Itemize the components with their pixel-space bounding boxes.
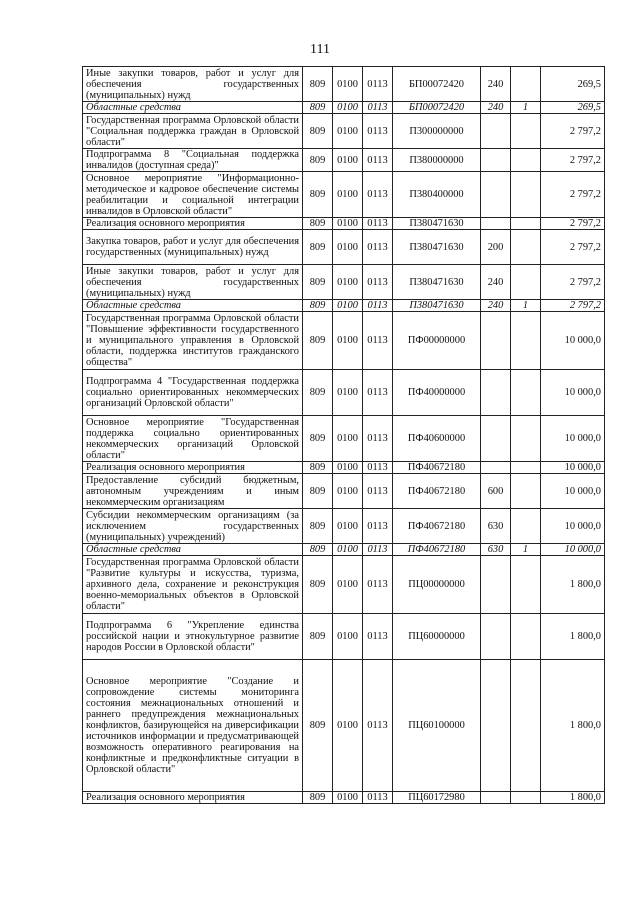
row-ministry-code: 809: [303, 370, 333, 416]
row-section-code: 0100: [333, 265, 363, 300]
row-ministry-code: 809: [303, 509, 333, 544]
row-name: Областные средства: [83, 102, 303, 114]
row-subsection-code: 0113: [363, 509, 393, 544]
row-name: Государственная программа Орловской области "Развитие культуры и искусства, туризма, архивного дела, сохранение и реконструкция военно-мемориальных объектов в Орловской области": [83, 556, 303, 614]
table-row: [83, 265, 605, 300]
row-funding-source: [511, 370, 541, 416]
table-row: [83, 102, 605, 114]
row-target-code: П380400000: [393, 172, 481, 218]
row-name: Реализация основного мероприятия: [83, 218, 303, 230]
row-section-code: 0100: [333, 114, 363, 149]
row-funding-source: [511, 149, 541, 172]
row-amount: 2 797,2: [541, 114, 605, 149]
row-ministry-code: 809: [303, 312, 333, 370]
row-funding-source: [511, 218, 541, 230]
row-subsection-code: 0113: [363, 300, 393, 312]
row-subsection-code: 0113: [363, 172, 393, 218]
row-section-code: 0100: [333, 544, 363, 556]
row-section-code: 0100: [333, 67, 363, 102]
row-expense-type: [481, 312, 511, 370]
table-row: [83, 462, 605, 474]
row-expense-type: 600: [481, 474, 511, 509]
table-row: [83, 614, 605, 660]
row-target-code: БП00072420: [393, 67, 481, 102]
row-subsection-code: 0113: [363, 556, 393, 614]
row-funding-source: [511, 474, 541, 509]
row-target-code: П380471630: [393, 265, 481, 300]
row-amount: 1 800,0: [541, 660, 605, 792]
table-row: [83, 230, 605, 265]
row-ministry-code: 809: [303, 172, 333, 218]
row-amount: 10 000,0: [541, 370, 605, 416]
row-amount: 10 000,0: [541, 509, 605, 544]
row-funding-source: [511, 509, 541, 544]
row-name: Подпрограмма 4 "Государственная поддержка социально ориентированных некоммерческих организаций Орловской области": [83, 370, 303, 416]
table-row: [83, 149, 605, 172]
row-name: Подпрограмма 8 "Социальная поддержка инвалидов (доступная среда)": [83, 149, 303, 172]
row-expense-type: [481, 218, 511, 230]
row-target-code: ПФ40672180: [393, 509, 481, 544]
row-ministry-code: 809: [303, 230, 333, 265]
row-name: Иные закупки товаров, работ и услуг для обеспечения государственных (муниципальных) нужд: [83, 265, 303, 300]
row-section-code: 0100: [333, 300, 363, 312]
row-subsection-code: 0113: [363, 312, 393, 370]
page-number: 111: [310, 42, 330, 57]
row-name: Подпрограмма 6 "Укрепление единства российской нации и этнокультурное развитие народов России в Орловской области": [83, 614, 303, 660]
row-expense-type: [481, 614, 511, 660]
row-funding-source: [511, 614, 541, 660]
row-section-code: 0100: [333, 149, 363, 172]
row-funding-source: [511, 660, 541, 792]
row-ministry-code: 809: [303, 544, 333, 556]
row-subsection-code: 0113: [363, 544, 393, 556]
row-ministry-code: 809: [303, 614, 333, 660]
row-section-code: 0100: [333, 218, 363, 230]
row-section-code: 0100: [333, 416, 363, 462]
row-ministry-code: 809: [303, 114, 333, 149]
row-funding-source: 1: [511, 102, 541, 114]
table-row: [83, 172, 605, 218]
row-subsection-code: 0113: [363, 102, 393, 114]
row-expense-type: 240: [481, 300, 511, 312]
row-target-code: П380000000: [393, 149, 481, 172]
row-ministry-code: 809: [303, 218, 333, 230]
row-subsection-code: 0113: [363, 614, 393, 660]
row-section-code: 0100: [333, 556, 363, 614]
row-subsection-code: 0113: [363, 370, 393, 416]
row-ministry-code: 809: [303, 416, 333, 462]
row-subsection-code: 0113: [363, 67, 393, 102]
row-target-code: ПФ40672180: [393, 544, 481, 556]
row-expense-type: 200: [481, 230, 511, 265]
row-target-code: ПЦ60000000: [393, 614, 481, 660]
row-subsection-code: 0113: [363, 114, 393, 149]
row-section-code: 0100: [333, 792, 363, 804]
row-name: Основное мероприятие "Информационно-методическое и кадровое обеспечение системы реабилитации и социальной интеграции инвалидов в Орловской области": [83, 172, 303, 218]
row-funding-source: [511, 416, 541, 462]
row-amount: 2 797,2: [541, 300, 605, 312]
row-name: Основное мероприятие "Государственная поддержка социально ориентированных некоммерческих организаций Орловской области": [83, 416, 303, 462]
row-target-code: БП00072420: [393, 102, 481, 114]
row-funding-source: [511, 312, 541, 370]
row-subsection-code: 0113: [363, 149, 393, 172]
row-name: Реализация основного мероприятия: [83, 462, 303, 474]
row-section-code: 0100: [333, 172, 363, 218]
row-subsection-code: 0113: [363, 474, 393, 509]
table-row: [83, 474, 605, 509]
row-subsection-code: 0113: [363, 218, 393, 230]
row-subsection-code: 0113: [363, 230, 393, 265]
row-ministry-code: 809: [303, 474, 333, 509]
row-name: Областные средства: [83, 300, 303, 312]
table-row: [83, 556, 605, 614]
row-section-code: 0100: [333, 474, 363, 509]
row-target-code: ПФ40600000: [393, 416, 481, 462]
row-funding-source: [511, 792, 541, 804]
row-ministry-code: 809: [303, 300, 333, 312]
row-ministry-code: 809: [303, 556, 333, 614]
row-ministry-code: 809: [303, 102, 333, 114]
row-funding-source: 1: [511, 300, 541, 312]
row-subsection-code: 0113: [363, 792, 393, 804]
row-section-code: 0100: [333, 660, 363, 792]
row-funding-source: [511, 265, 541, 300]
table-row: [83, 114, 605, 149]
row-target-code: ПЦ00000000: [393, 556, 481, 614]
row-funding-source: [511, 67, 541, 102]
row-section-code: 0100: [333, 509, 363, 544]
row-expense-type: 240: [481, 102, 511, 114]
row-expense-type: [481, 416, 511, 462]
row-amount: 2 797,2: [541, 265, 605, 300]
row-funding-source: [511, 462, 541, 474]
row-amount: 1 800,0: [541, 556, 605, 614]
row-name: Областные средства: [83, 544, 303, 556]
row-section-code: 0100: [333, 102, 363, 114]
row-expense-type: 630: [481, 544, 511, 556]
row-amount: 269,5: [541, 67, 605, 102]
row-ministry-code: 809: [303, 67, 333, 102]
row-amount: 10 000,0: [541, 474, 605, 509]
row-section-code: 0100: [333, 230, 363, 265]
row-target-code: П300000000: [393, 114, 481, 149]
row-amount: 10 000,0: [541, 312, 605, 370]
row-ministry-code: 809: [303, 792, 333, 804]
row-ministry-code: 809: [303, 265, 333, 300]
row-section-code: 0100: [333, 312, 363, 370]
row-expense-type: [481, 556, 511, 614]
row-section-code: 0100: [333, 462, 363, 474]
row-expense-type: [481, 114, 511, 149]
row-name: Закупка товаров, работ и услуг для обеспечения государственных (муниципальных) нужд: [83, 230, 303, 265]
row-funding-source: [511, 556, 541, 614]
row-name: Основное мероприятие "Создание и сопровождение системы мониторинга состояния межнациональных отношений и раннего предупреждения межнациональных конфликтов, базирующейся на диверсификации источников информации и предусматривающей возможность оперативного реагирования на конфликтные и предконфликтные ситуации в Орловской области": [83, 660, 303, 792]
row-target-code: П380471630: [393, 230, 481, 265]
row-expense-type: 240: [481, 265, 511, 300]
row-amount: 2 797,2: [541, 218, 605, 230]
row-subsection-code: 0113: [363, 660, 393, 792]
row-target-code: ПЦ60172980: [393, 792, 481, 804]
row-amount: 1 800,0: [541, 792, 605, 804]
row-ministry-code: 809: [303, 660, 333, 792]
row-ministry-code: 809: [303, 462, 333, 474]
row-section-code: 0100: [333, 614, 363, 660]
row-amount: 2 797,2: [541, 230, 605, 265]
row-funding-source: 1: [511, 544, 541, 556]
row-funding-source: [511, 230, 541, 265]
row-name: Государственная программа Орловской области "Социальная поддержка граждан в Орловской области": [83, 114, 303, 149]
table-row: [83, 660, 605, 792]
row-ministry-code: 809: [303, 149, 333, 172]
table-row: [83, 792, 605, 804]
row-expense-type: 630: [481, 509, 511, 544]
row-target-code: ПФ40000000: [393, 370, 481, 416]
table-row: [83, 312, 605, 370]
table-row: [83, 300, 605, 312]
row-funding-source: [511, 172, 541, 218]
row-expense-type: 240: [481, 67, 511, 102]
row-expense-type: [481, 660, 511, 792]
row-name: Реализация основного мероприятия: [83, 792, 303, 804]
row-funding-source: [511, 114, 541, 149]
table-row: [83, 218, 605, 230]
row-target-code: ПФ40672180: [393, 474, 481, 509]
row-target-code: ПЦ60100000: [393, 660, 481, 792]
table-row: [83, 509, 605, 544]
row-amount: 269,5: [541, 102, 605, 114]
row-amount: 2 797,2: [541, 149, 605, 172]
row-subsection-code: 0113: [363, 265, 393, 300]
table-row: [83, 370, 605, 416]
row-amount: 2 797,2: [541, 172, 605, 218]
row-target-code: ПФ40672180: [393, 462, 481, 474]
row-amount: 10 000,0: [541, 462, 605, 474]
table-row: [83, 544, 605, 556]
row-name: Субсидии некоммерческим организациям (за исключением государственных (муниципальных) учреждений): [83, 509, 303, 544]
row-expense-type: [481, 462, 511, 474]
row-section-code: 0100: [333, 370, 363, 416]
row-amount: 10 000,0: [541, 416, 605, 462]
budget-table: [82, 66, 605, 804]
row-amount: 10 000,0: [541, 544, 605, 556]
row-amount: 1 800,0: [541, 614, 605, 660]
row-expense-type: [481, 792, 511, 804]
row-name: Государственная программа Орловской области "Повышение эффективности государственного и муниципального управления в Орловской области, поддержка институтов гражданского общества": [83, 312, 303, 370]
table-row: [83, 416, 605, 462]
row-name: Иные закупки товаров, работ и услуг для обеспечения государственных (муниципальных) нужд: [83, 67, 303, 102]
row-target-code: П380471630: [393, 218, 481, 230]
row-expense-type: [481, 149, 511, 172]
row-subsection-code: 0113: [363, 462, 393, 474]
table-row: [83, 67, 605, 102]
row-expense-type: [481, 172, 511, 218]
row-target-code: ПФ00000000: [393, 312, 481, 370]
row-target-code: П380471630: [393, 300, 481, 312]
row-subsection-code: 0113: [363, 416, 393, 462]
row-expense-type: [481, 370, 511, 416]
row-name: Предоставление субсидий бюджетным, автономным учреждениям и иным некоммерческим организациям: [83, 474, 303, 509]
